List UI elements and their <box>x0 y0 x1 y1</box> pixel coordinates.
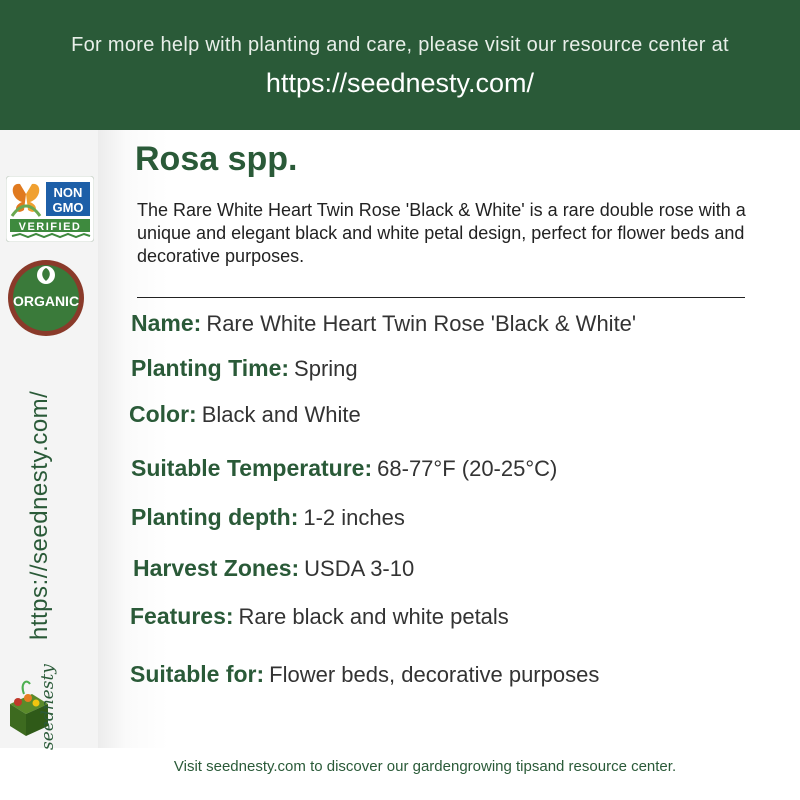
spec-label: Suitable for: <box>130 661 265 687</box>
spec-value: Spring <box>294 356 358 381</box>
spec-value: Flower beds, decorative purposes <box>269 662 600 687</box>
spec-row-color <box>129 401 361 428</box>
organic-badge <box>6 258 86 338</box>
nongmo-word-non: NON <box>53 185 83 200</box>
seednesty-logo-word: seednesty <box>38 664 58 750</box>
divider-line <box>137 297 745 298</box>
organic-text: ORGANIC <box>12 293 80 309</box>
spec-row-planting-depth <box>131 504 405 531</box>
product-description: The Rare White Heart Twin Rose 'Black & White' is a rare double rose with a unique and elegant black and white petal design, perfect for flower beds and decorative purposes. <box>137 200 746 266</box>
spec-label: Harvest Zones: <box>133 555 300 581</box>
spec-row-planting-time <box>131 355 358 382</box>
spec-row-name <box>131 310 636 337</box>
spec-value: Rare black and white petals <box>238 604 509 629</box>
nongmo-word-verified: VERIFIED <box>18 221 82 233</box>
spec-label: Features: <box>130 603 234 629</box>
spec-label: Name: <box>131 310 202 336</box>
spec-value: 68-77°F (20-25°C) <box>377 456 558 481</box>
spec-value: 1-2 inches <box>303 505 405 530</box>
spec-row-harvest-zones <box>133 555 414 582</box>
spec-value: Rare White Heart Twin Rose 'Black & White' <box>206 311 637 336</box>
spec-label: Color: <box>129 401 197 427</box>
spec-value: USDA 3-10 <box>304 556 415 581</box>
spec-value: Black and White <box>201 402 361 427</box>
vertical-url-text: https://seednesty.com/ <box>26 390 53 640</box>
header-help-text: For more help with planting and care, please visit our resource center at <box>71 34 729 56</box>
header-url-link[interactable]: https://seednesty.com/ <box>265 68 535 98</box>
header-banner <box>0 0 800 130</box>
non-gmo-verified-badge <box>6 176 94 242</box>
spec-row-features <box>130 603 509 630</box>
spec-label: Planting depth: <box>131 504 299 530</box>
spec-label: Suitable Temperature: <box>131 455 373 481</box>
spec-row-temperature <box>131 455 557 482</box>
nongmo-word-gmo: GMO <box>52 200 84 215</box>
footer-text: Visit seednesty.com to discover our gardengrowing tipsand resource center. <box>173 758 677 775</box>
spec-label: Planting Time: <box>131 355 290 381</box>
product-title: Rosa spp. <box>135 140 298 178</box>
spec-row-suitable-for <box>130 661 599 688</box>
